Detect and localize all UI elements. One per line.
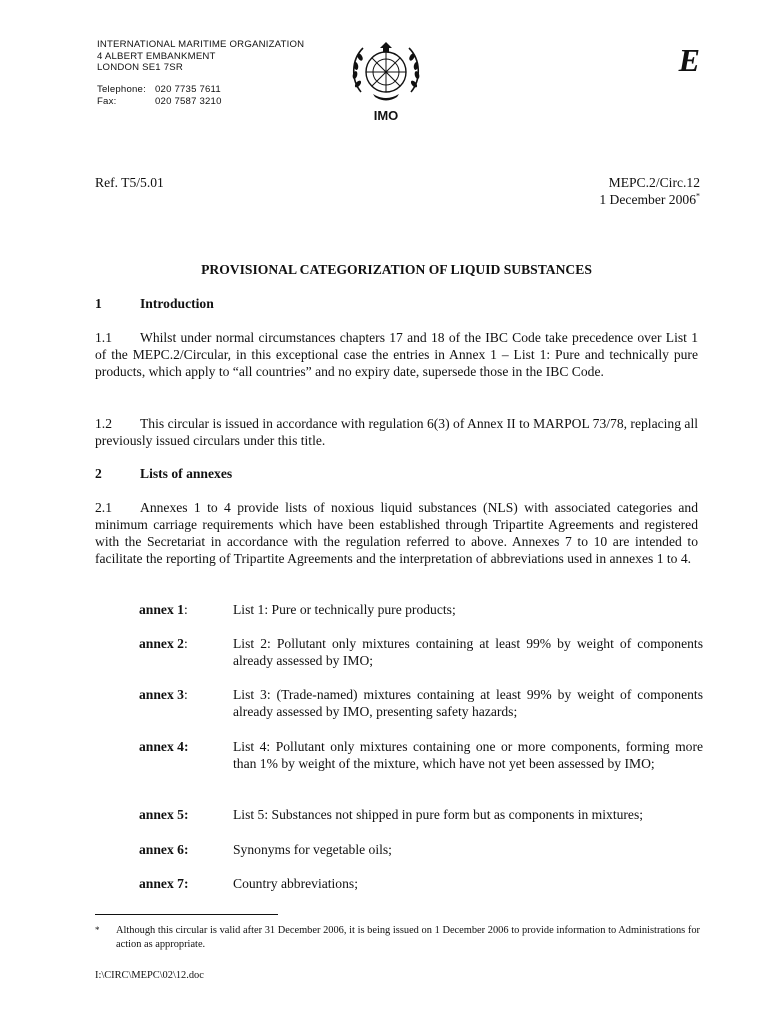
document-symbol: MEPC.2/Circ.12 xyxy=(608,175,700,190)
org-name: INTERNATIONAL MARITIME ORGANIZATION xyxy=(97,39,305,50)
contact-block xyxy=(97,84,222,107)
footnote-separator xyxy=(95,914,278,915)
footnote-text: Although this circular is valid after 31 December 2006, it is being issued on 1 December 2006 to provide information to Administrations for action as appropriate. xyxy=(116,925,700,950)
organization-address xyxy=(97,39,304,74)
paragraph-1-2 xyxy=(95,415,698,449)
org-city: LONDON SE1 7SR xyxy=(97,62,183,73)
imo-logo-label: IMO xyxy=(373,108,399,123)
annex-item-1: annex 1: List 1: Pure or technically pure products; xyxy=(139,601,703,618)
paragraph-text: Annexes 1 to 4 provide lists of noxious liquid substances (NLS) with associated categories and minimum carriage requirements which have been established through Tripartite Agreements and registered with the Secretariat in accordance with the regulation referred to above. Annexes 7 to 10 are intended to facilitate the reporting of Tripartite Agreements and the interpretation of abbreviations used in annexes 1 to 4. xyxy=(95,500,698,566)
fax-label: Fax: xyxy=(97,95,117,107)
language-code: E xyxy=(678,42,700,78)
annex-item-4 xyxy=(139,738,703,772)
annex-label: annex 3 xyxy=(139,687,184,702)
paragraph-number: 2.1 xyxy=(95,500,112,515)
document-date: 1 December 2006 xyxy=(599,192,696,207)
annex-description: Synonyms for vegetable oils; xyxy=(233,842,392,857)
section-heading-introduction xyxy=(95,295,214,312)
annex-label: annex 4: xyxy=(139,739,189,754)
annex-description: List 5: Substances not shipped in pure form but as components in mixtures; xyxy=(233,807,644,822)
section-number: 1 xyxy=(95,296,102,311)
document-title: PROVISIONAL CATEGORIZATION OF LIQUID SUBSTANCES xyxy=(201,262,592,277)
un-emblem-icon xyxy=(347,40,425,104)
annex-description: List 1: Pure or technically pure products; xyxy=(233,602,456,617)
annex-item-7 xyxy=(139,875,703,892)
footnote-mark: * xyxy=(95,925,100,935)
annex-description: List 3: (Trade-named) mixtures containing at least 99% by weight of components already assessed by IMO, presenting safety hazards; xyxy=(233,687,703,719)
annex-description: List 4: Pollutant only mixtures containing one or more components, forming more than 1% by weight of the mixture, which have not yet been assessed by IMO; xyxy=(233,739,703,771)
section-number: 2 xyxy=(95,466,102,481)
section-title: Lists of annexes xyxy=(140,466,233,481)
annex-item-6 xyxy=(139,841,703,858)
telephone-value: 020 7735 7611 xyxy=(155,84,221,95)
org-street: 4 ALBERT EMBANKMENT xyxy=(97,50,216,62)
annex-label: annex 5: xyxy=(139,807,189,822)
paragraph-2-1 xyxy=(95,499,698,567)
annex-item-2: annex 2: List 2: Pollutant only mixtures containing at least 99% by weight of components already assessed by IMO; xyxy=(139,636,703,668)
section-heading-lists-of-annexes xyxy=(95,465,232,482)
telephone-label: Telephone: xyxy=(97,84,146,95)
paragraph-text: This circular is issued in accordance with regulation 6(3) of Annex II to MARPOL 73/78, replacing all previously issued circulars under this title. xyxy=(95,416,698,448)
annex-description: List 2: Pollutant only mixtures containing at least 99% by weight of components already assessed by IMO; xyxy=(233,636,703,668)
file-path: I:\CIRC\MEPC\02\12.doc xyxy=(95,970,204,981)
date-footnote-mark: * xyxy=(696,191,700,201)
annex-label: annex 2 xyxy=(139,636,184,651)
annex-item-3: annex 3: List 3: (Trade-named) mixtures containing at least 99% by weight of components already assessed by IMO, presenting safety hazards; xyxy=(139,687,703,719)
section-title: Introduction xyxy=(140,296,214,311)
fax-value: 020 7587 3210 xyxy=(155,95,222,107)
paragraph-number: 1.2 xyxy=(95,416,112,431)
reference-number: Ref. T5/5.01 xyxy=(95,175,164,190)
annex-label: annex 7: xyxy=(139,876,189,891)
paragraph-1-1 xyxy=(95,329,698,380)
document-symbol-block xyxy=(599,174,700,208)
annex-label: annex 1 xyxy=(139,602,184,617)
annex-description: Country abbreviations; xyxy=(233,876,358,891)
annex-item-5 xyxy=(139,806,703,823)
paragraph-number: 1.1 xyxy=(95,330,112,345)
annex-label: annex 6: xyxy=(139,842,189,857)
document-date-line xyxy=(599,191,700,208)
paragraph-text: Whilst under normal circumstances chapters 17 and 18 of the IBC Code take precedence over List 1 of the MEPC.2/Circular, in this exceptional case the entries in Annex 1 – List 1: Pure and technically pure products, which apply to “all countries” and no expiry date, supersede those in the IBC Code. xyxy=(95,330,698,379)
